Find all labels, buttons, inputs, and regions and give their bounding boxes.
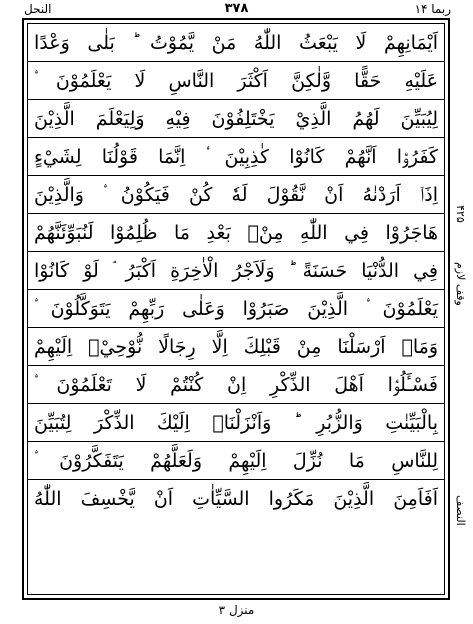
manzil-footer: منزل ۳	[218, 603, 255, 617]
surah-name-header: النحل	[24, 2, 52, 16]
margin-nisf-note: النصف	[454, 495, 467, 526]
text-line: فِي الدُّنْيَا حَسَنَةً ؕ وَلَاَجْرُ الْاٰخِرَةِ اَكْبَرُ ۘ لَوْ كَانُوْا	[28, 252, 444, 290]
text-lines	[28, 24, 444, 518]
margin-waqf-note: وقف لازم	[454, 262, 467, 306]
text-line: اِذَاۤ اَرَدْنٰهُ اَنْ نَّقُوْلَ لَهٗ كُنْ فَيَكُوْنُ ۟ وَالَّذِيْنَ	[28, 176, 444, 214]
text-line: هَاجَرُوْا فِي اللّٰهِ مِنْۢ بَعْدِ مَا ظُلِمُوْا لَنُبَوِّئَنَّهُمْ	[28, 214, 444, 252]
text-line: عَلَيْهِ حَقًّا وَّلٰكِنَّ اَكْثَرَ النَّاسِ لَا يَعْلَمُوْنَ ۟	[28, 62, 444, 100]
text-line: لِلنَّاسِ مَا نُزِّلَ اِلَيْهِمْ وَلَعَلَّهُمْ يَتَفَكَّرُوْنَ ۟	[28, 442, 444, 480]
text-line: اَيْمَانِهِمْ لَا يَبْعَثُ اللّٰهُ مَنْ يَّمُوْتُ ؕ بَلٰى وَعْدًا	[28, 24, 444, 62]
text-line: يَعْلَمُوْنَ ۟ الَّذِيْنَ صَبَرُوْا وَعَلٰى رَبِّهِمْ يَتَوَكَّلُوْنَ ۟	[28, 290, 444, 328]
text-line: لِيُبَيِّنَ لَهُمُ الَّذِيْ يَخْتَلِفُوْنَ فِيْهِ وَلِيَعْلَمَ الَّذِيْنَ	[28, 100, 444, 138]
text-line: كَفَرُوْۤا اَنَّهُمْ كَانُوْا كٰذِبِيْنَ ۟ اِنَّمَا قَوْلُنَا لِشَيْءٍ	[28, 138, 444, 176]
text-line: فَسْـَٔلُوْۤا اَهْلَ الذِّكْرِ اِنْ كُنْتُمْ لَا تَعْلَمُوْنَ ۟	[28, 366, 444, 404]
page-number: ۳۷۸	[224, 1, 249, 16]
margin-ruku-number: ۴۲۵	[454, 205, 467, 223]
text-line: وَمَاۤ اَرْسَلْنَا مِنْ قَبْلِكَ اِلَّا رِجَالًا نُّوْحِيْۤ اِلَيْهِمْ	[28, 328, 444, 366]
text-line: بِالْبَيِّنٰتِ وَالزُّبُرِ ؕ وَاَنْزَلْنَاۤ اِلَيْكَ الذِّكْرَ لِتُبَيِّنَ	[28, 404, 444, 442]
juz-name-header: ربما ۱۴	[414, 2, 451, 16]
text-line: اَفَاَمِنَ الَّذِيْنَ مَكَرُوا السَّيِّاٰتِ اَنْ يَّخْسِفَ اللّٰهُ	[34, 488, 438, 510]
